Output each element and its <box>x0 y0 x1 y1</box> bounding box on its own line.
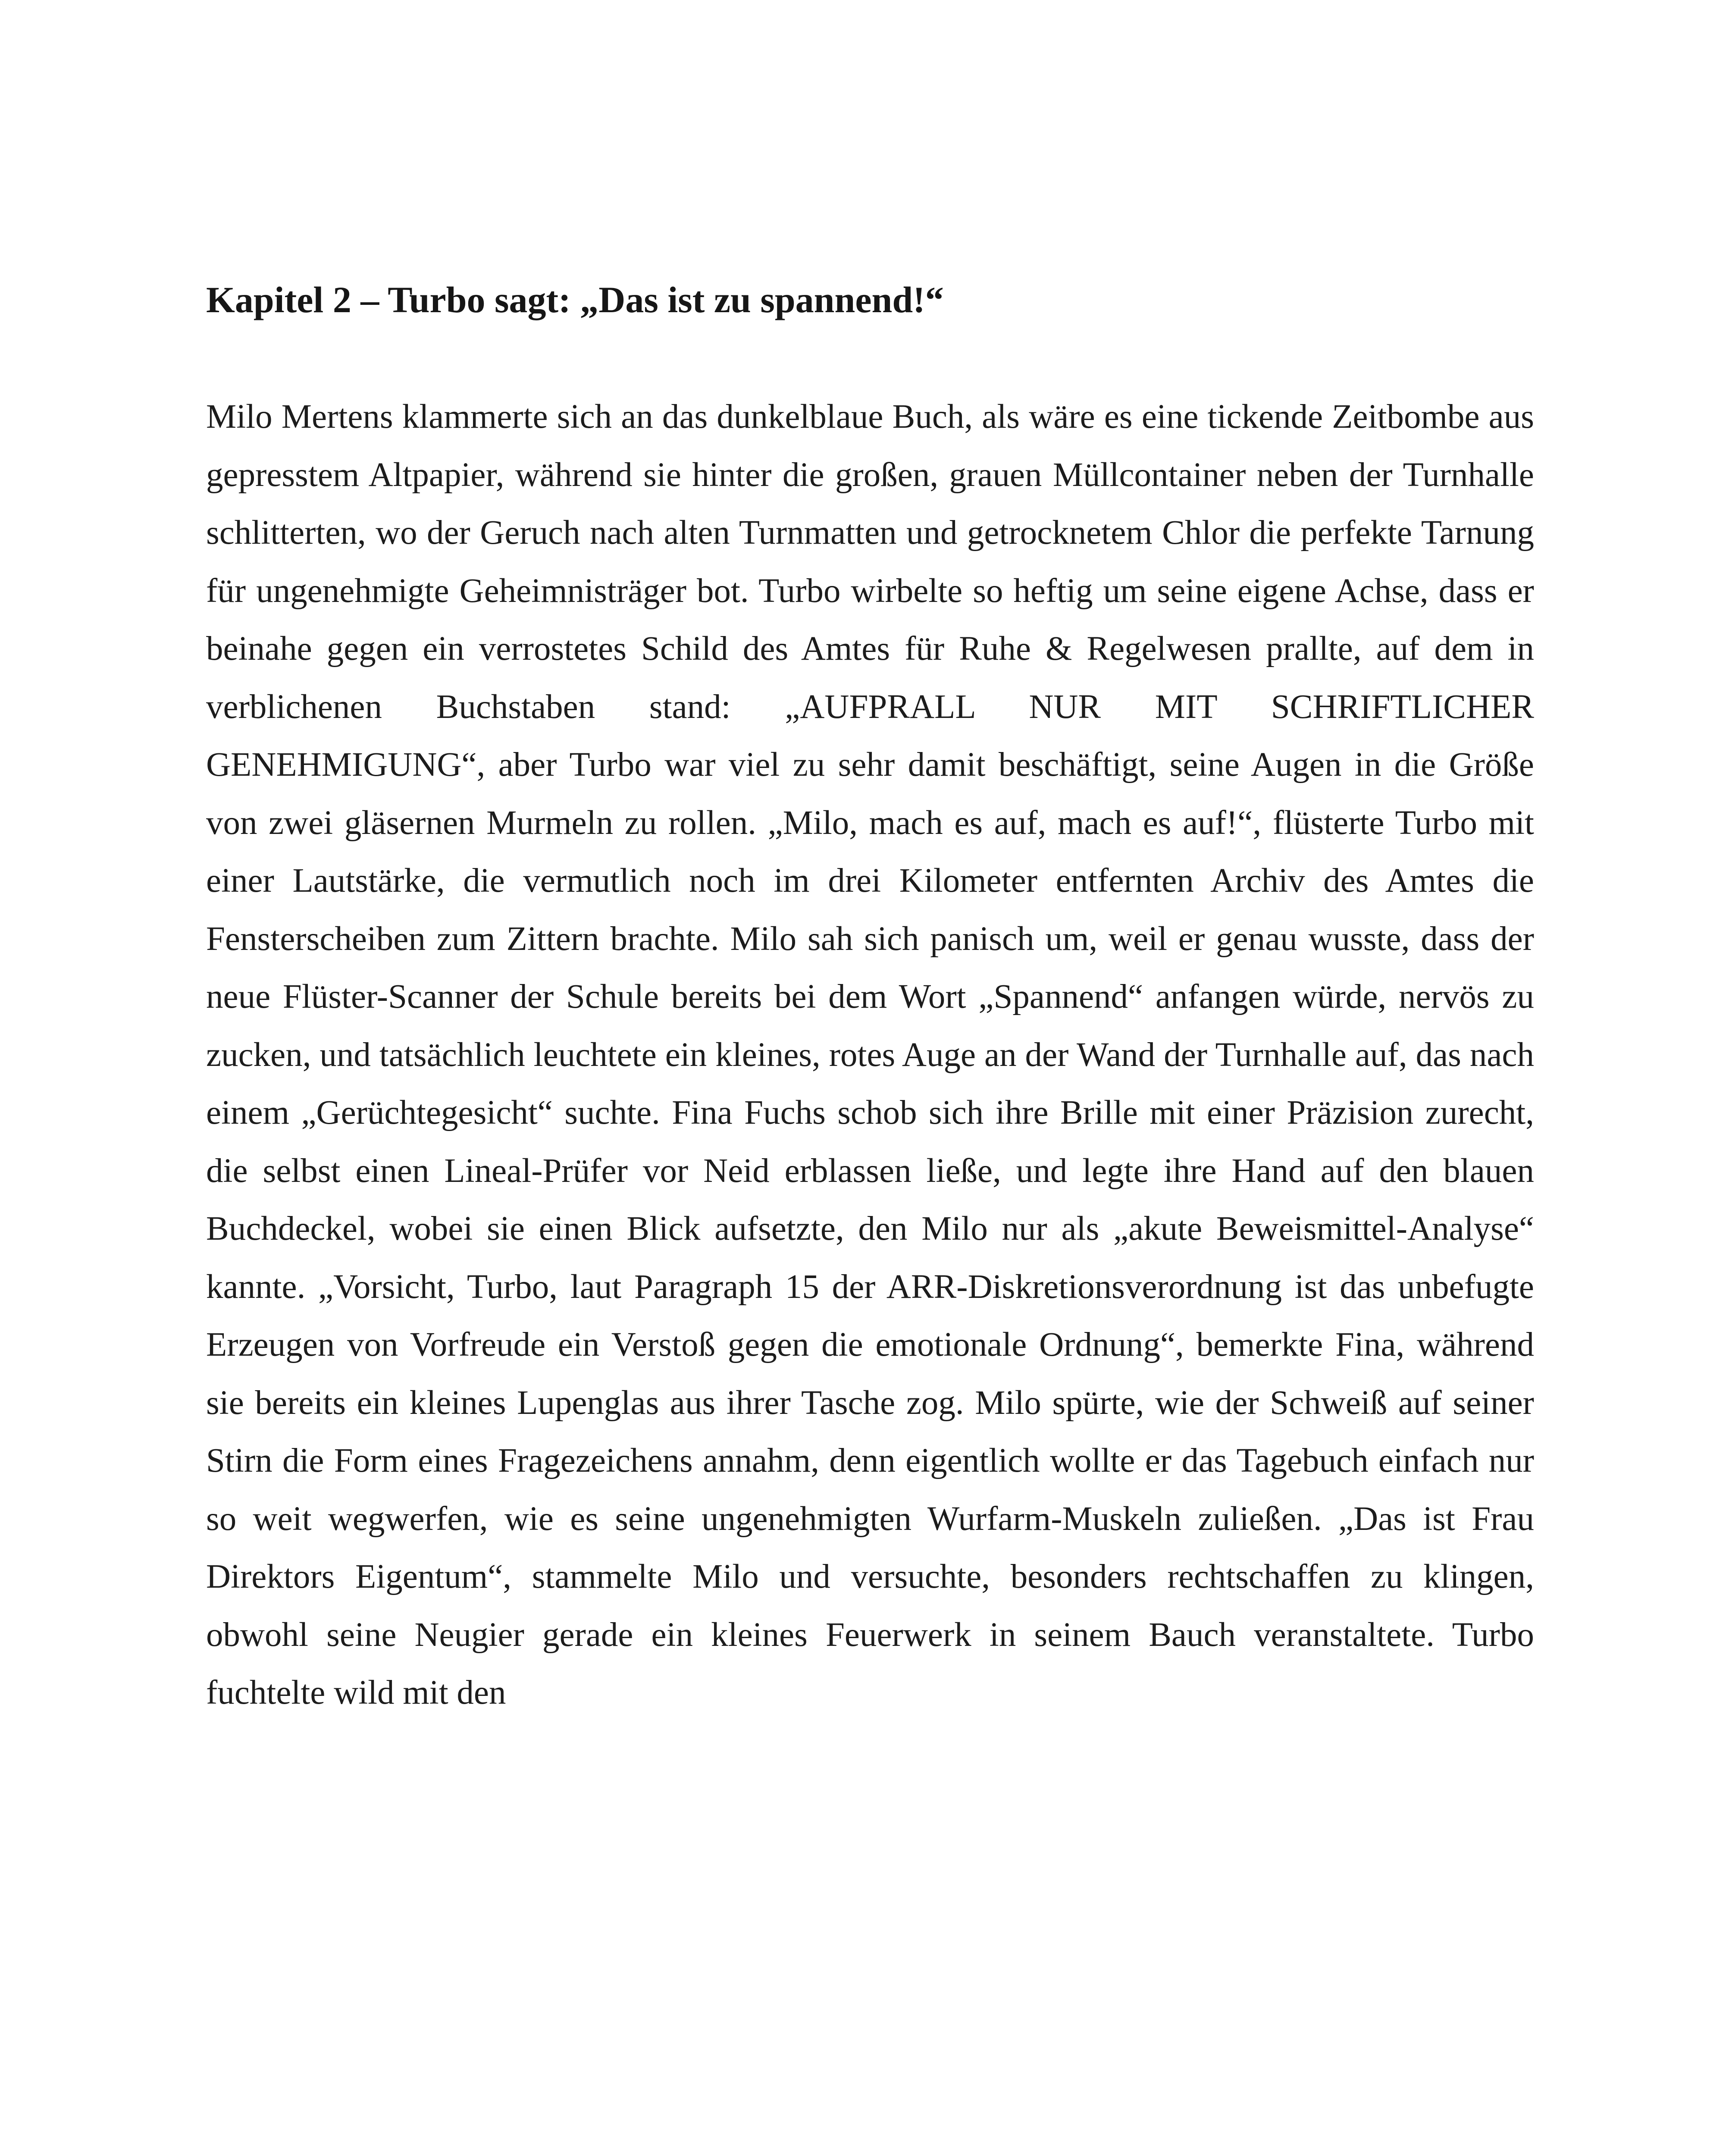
body-paragraph: Milo Mertens klammerte sich an das dunkelblaue Buch, als wäre es eine tickende Zeitbombe aus gepresstem Altpapier, während sie hinter die großen, grauen Müllcontainer neben der Turnhalle schlitterten, wo der Geruch nach alten Turnmatten und getrocknetem Chlor die perfekte Tarnung für ungenehmigte Geheimnisträger bot. Turbo wirbelte so heftig um seine eigene Achse, dass er beinahe gegen ein verrostetes Schild des Amtes für Ruhe & Regelwesen prallte, auf dem in verblichenen Buchstaben stand: „AUFPRALL NUR MIT SCHRIFTLICHER GENEHMIGUNG“, aber Turbo war viel zu sehr damit beschäftigt, seine Augen in die Größe von zwei gläsernen Murmeln zu rollen. „Milo, mach es auf, mach es auf!“, flüsterte Turbo mit einer Lautstärke, die vermutlich noch im drei Kilometer entfernten Archiv des Amtes die Fensterscheiben zum Zittern brachte. Milo sah sich panisch um, weil er genau wusste, dass der neue Flüster-Scanner der Schule bereits bei dem Wort „Spannend“ anfangen würde, nervös zu zucken, und tatsächlich leuchtete ein kleines, rotes Auge an der Wand der Turnhalle auf, das nach einem „Gerüchtegesicht“ suchte. Fina Fuchs schob sich ihre Brille mit einer Präzision zurecht, die selbst einen Lineal-Prüfer vor Neid erblassen ließe, und legte ihre Hand auf den blauen Buchdeckel, wobei sie einen Blick aufsetzte, den Milo nur als „akute Beweismittel-Analyse“ kannte. „Vorsicht, Turbo, laut Paragraph 15 der ARR-Diskretionsverordnung ist das unbefugte Erzeugen von Vorfreude ein Verstoß gegen die emotionale Ordnung“, bemerkte Fina, während sie bereits ein kleines Lupenglas aus ihrer Tasche zog. Milo spürte, wie der Schweiß auf seiner Stirn die Form eines Fragezeichens annahm, denn eigentlich wollte er das Tagebuch einfach nur so weit wegwerfen, wie es seine ungenehmigten Wurfarm-Muskeln zuließen. „Das ist Frau Direktors Eigentum“, stammelte Milo und versuchte, besonders rechtschaffen zu klingen, obwohl seine Neugier gerade ein kleines Feuerwerk in seinem Bauch veranstaltete. Turbo fuchtelte wild mit den <box>206 398 1534 1711</box>
chapter-title: Kapitel 2 – Turbo sagt: „Das ist zu spannend!“ <box>206 279 944 320</box>
